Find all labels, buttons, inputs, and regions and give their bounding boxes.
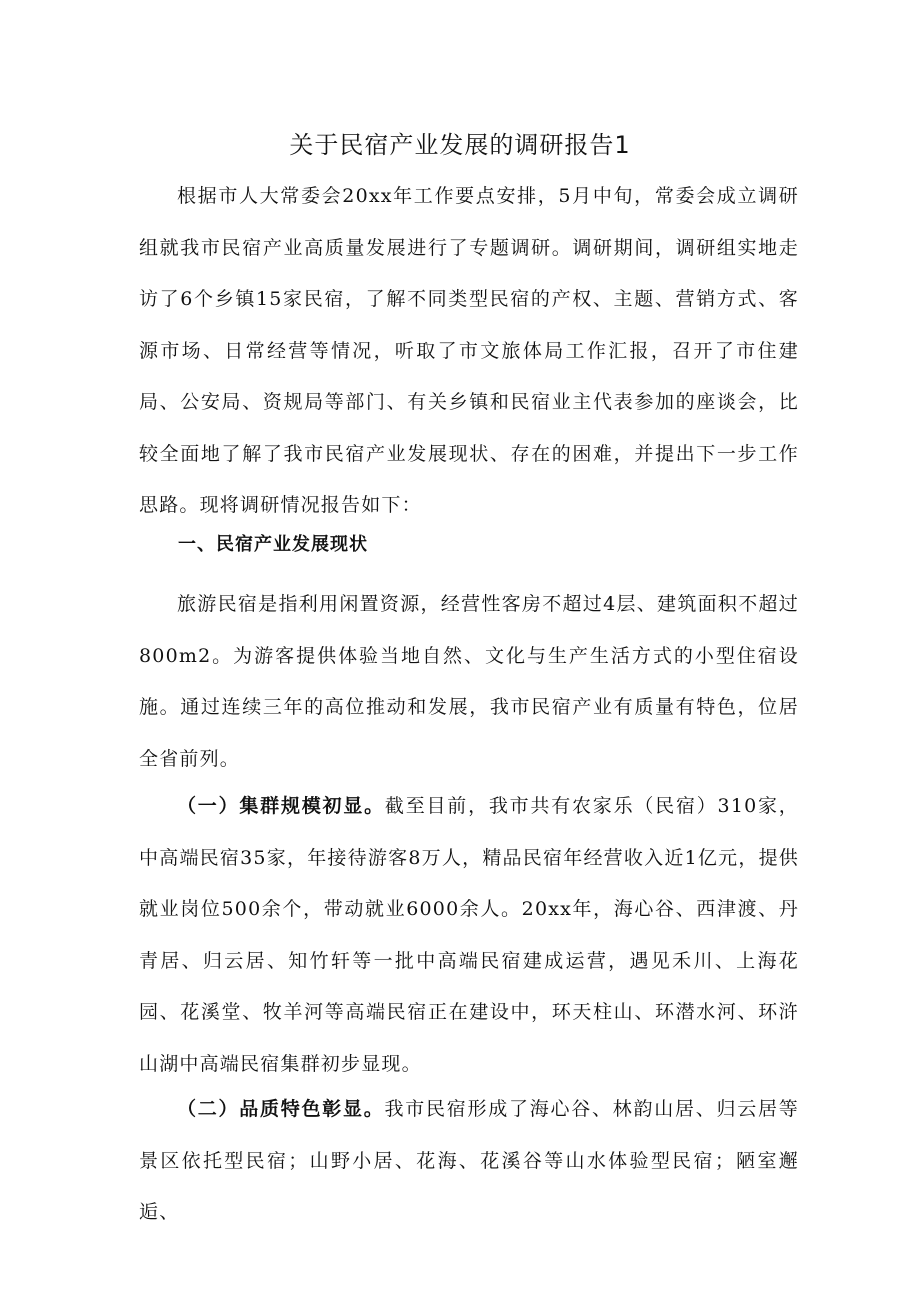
point-paragraph-1 <box>139 781 799 1090</box>
intro-paragraph: 根据市人大常委会20xx年工作要点安排，5月中旬，常委会成立调研组就我市民宿产业高质量发展进行了专题调研。调研期间，调研组实地走访了6个乡镇15家民宿，了解不同类型民宿的产权、主题、营销方式、客源市场、日常经营等情况，听取了市文旅体局工作汇报，召开了市住建局、公安局、资规局等部门、有关乡镇和民宿业主代表参加的座谈会，比较全面地了解了我市民宿产业发展现状、存在的困难，并提出下一步工作思路。现将调研情况报告如下： <box>139 185 799 516</box>
point-1-lead: （一）集群规模初显。 <box>177 795 385 817</box>
point-1-text: 截至目前，我市共有农家乐（民宿）310家，中高端民宿35家，年接待游客8万人，精品民宿年经营收入近1亿元，提供就业岗位500余个，带动就业6000余人。20xx年，海心谷、西津渡、丹青居、归云居、知竹轩等一批中高端民宿建成运营，遇见禾川、上海花园、花溪堂、牧羊河等高端民宿正在建设中，环天柱山、环潜水河、环浒山湖中高端民宿集群初步显现。 <box>139 795 799 1075</box>
point-2-text: 我市民宿形成了海心谷、林韵山居、归云居等景区依托型民宿；山野小居、花海、花溪谷等山水体验型民宿；陋室邂逅、 <box>139 1098 799 1223</box>
document-title: 关于民宿产业发展的调研报告1 <box>289 131 631 159</box>
definition-paragraph: 旅游民宿是指利用闲置资源，经营性客房不超过4层、建筑面积不超过800m2。为游客提供体验当地自然、文化与生产生活方式的小型住宿设施。通过连续三年的高位推动和发展，我市民宿产业有质量有特色，位居全省前列。 <box>139 593 799 770</box>
section-heading: 一、民宿产业发展现状 <box>178 534 368 555</box>
point-2-lead: （二）品质特色彰显。 <box>177 1098 385 1120</box>
point-paragraph-2 <box>139 1084 799 1239</box>
